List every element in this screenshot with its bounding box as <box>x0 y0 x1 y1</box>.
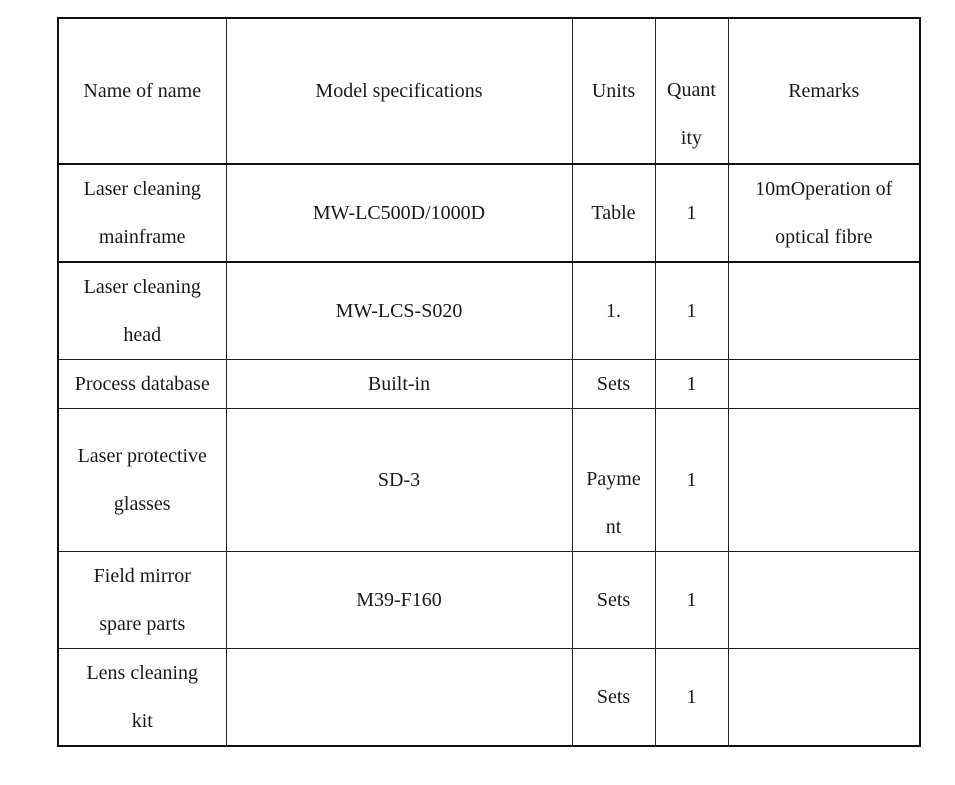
cell-remarks <box>728 409 920 552</box>
header-cell-model: Model specifications <box>226 18 572 164</box>
cell-name: Field mirror spare parts <box>58 552 226 649</box>
cell-model: MW-LCS-S020 <box>226 262 572 360</box>
table-row <box>58 552 920 649</box>
table-row <box>58 164 920 262</box>
header-cell-units: Units <box>572 18 655 164</box>
header-cell-remarks: Remarks <box>728 18 920 164</box>
cell-quantity: 1 <box>655 552 728 649</box>
cell-model <box>226 649 572 747</box>
table-row <box>58 360 920 409</box>
cell-remarks <box>728 262 920 360</box>
cell-model: SD-3 <box>226 409 572 552</box>
header-row <box>58 18 920 164</box>
equipment-table <box>57 17 921 747</box>
cell-name: Laser protective glasses <box>58 409 226 552</box>
table-row <box>58 262 920 360</box>
cell-units: Sets <box>572 360 655 409</box>
cell-name: Laser cleaning head <box>58 262 226 360</box>
header-cell-quantity: Quant ity <box>655 18 728 164</box>
cell-quantity: 1 <box>655 262 728 360</box>
cell-remarks: 10mOperation of optical fibre <box>728 164 920 262</box>
table-row <box>58 649 920 747</box>
cell-name: Laser cleaning mainframe <box>58 164 226 262</box>
cell-model: M39-F160 <box>226 552 572 649</box>
cell-units: 1. <box>572 262 655 360</box>
cell-units: Payme nt <box>572 409 655 552</box>
cell-quantity: 1 <box>655 360 728 409</box>
cell-remarks <box>728 552 920 649</box>
cell-units: Table <box>572 164 655 262</box>
cell-remarks <box>728 649 920 747</box>
cell-quantity: 1 <box>655 409 728 552</box>
cell-remarks <box>728 360 920 409</box>
header-cell-name: Name of name <box>58 18 226 164</box>
cell-units: Sets <box>572 552 655 649</box>
table-row <box>58 409 920 552</box>
cell-quantity: 1 <box>655 649 728 747</box>
cell-model: MW-LC500D/1000D <box>226 164 572 262</box>
cell-units: Sets <box>572 649 655 747</box>
cell-name: Lens cleaning kit <box>58 649 226 747</box>
cell-quantity: 1 <box>655 164 728 262</box>
cell-model: Built-in <box>226 360 572 409</box>
cell-name: Process database <box>58 360 226 409</box>
